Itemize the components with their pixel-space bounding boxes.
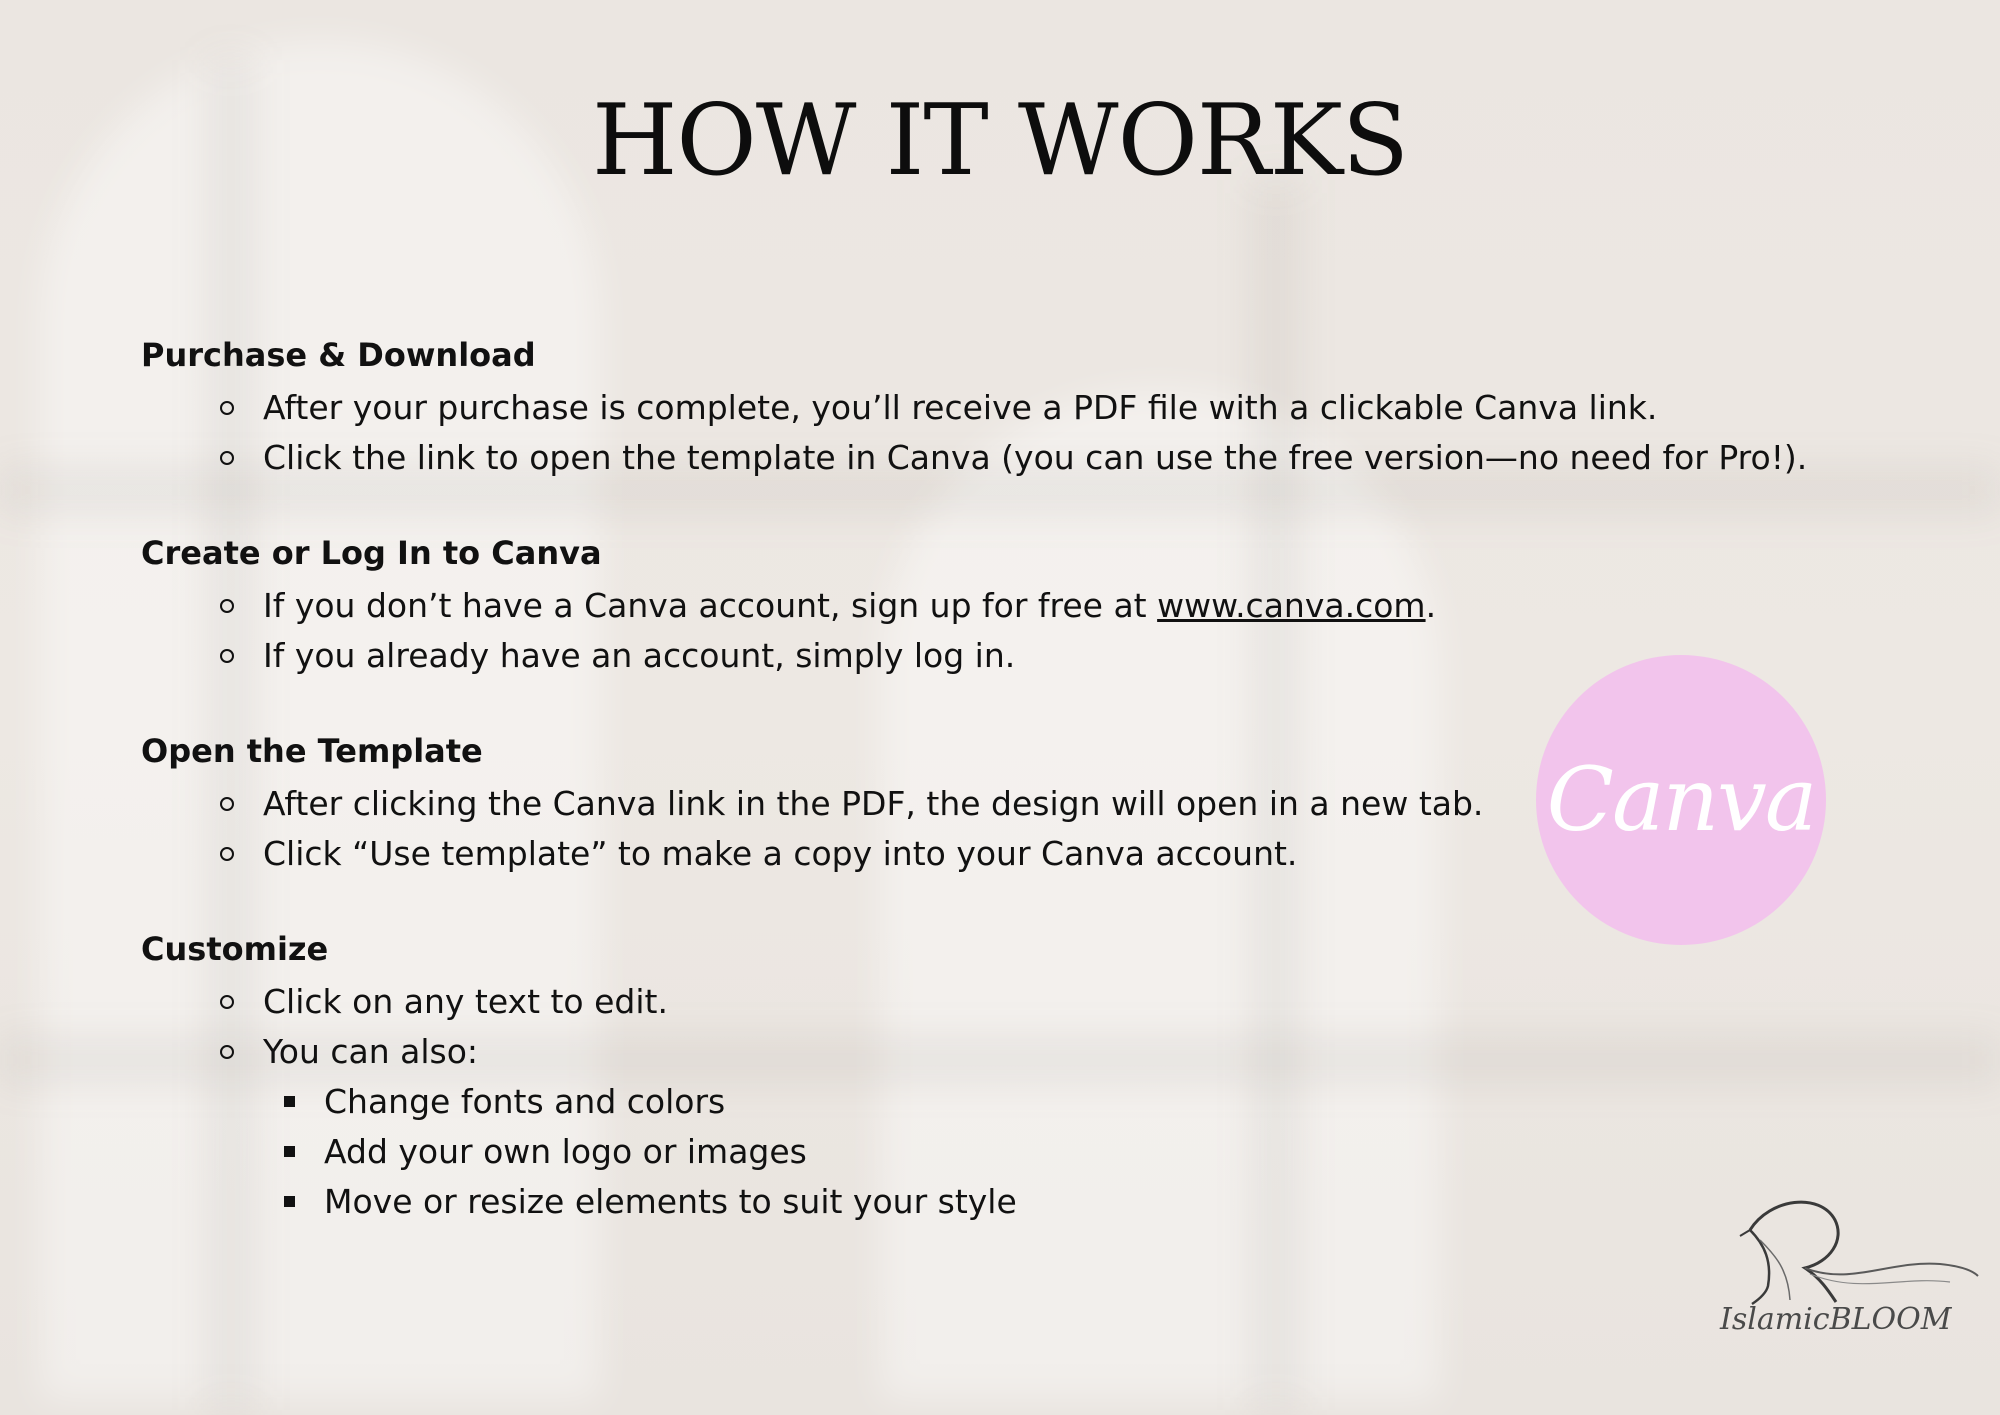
section-open-template — [141, 729, 1541, 879]
sub-list-item-text: Change fonts and colors — [324, 1082, 726, 1121]
canva-logo-text: Canva — [1546, 748, 1816, 851]
list-item — [263, 581, 1541, 631]
step-list — [141, 383, 1808, 483]
canva-website-link[interactable]: www.canva.com — [1157, 586, 1426, 625]
sub-list-item — [324, 1077, 1541, 1127]
list-item-text: Click the link to open the template in Canva (you can use the free version—no need for Pro!). — [263, 438, 1808, 477]
sub-list — [263, 1077, 1541, 1227]
list-item — [263, 977, 1541, 1027]
section-create-login — [141, 531, 1541, 681]
list-item-text: Click on any text to edit. — [263, 982, 668, 1021]
section-heading: Open the Template — [141, 732, 483, 770]
section-customize — [141, 927, 1541, 1227]
list-item — [263, 383, 1658, 433]
section-purchase-download — [141, 333, 1808, 483]
list-item-text: After clicking the Canva link in the PDF, the design will open in a new tab. — [263, 784, 1484, 823]
brand-logo-text: IslamicBLOOM — [1720, 1302, 1952, 1337]
list-item — [263, 433, 1808, 483]
steps-content — [141, 333, 1808, 1275]
circle-bullet-icon — [220, 995, 234, 1009]
square-bullet-icon — [284, 1146, 295, 1157]
sub-list-item — [324, 1127, 1541, 1177]
section-heading: Customize — [141, 930, 329, 968]
list-item — [263, 779, 1541, 829]
hijab-woman-silhouette-icon — [1710, 1190, 2000, 1310]
circle-bullet-icon — [220, 649, 234, 663]
circle-bullet-icon — [220, 847, 234, 861]
list-item-text: You can also: — [263, 1032, 479, 1071]
list-item-text: Click “Use template” to make a copy into your Canva account. — [263, 834, 1298, 873]
list-item — [263, 631, 1541, 681]
circle-bullet-icon — [220, 797, 234, 811]
section-heading: Purchase & Download — [141, 336, 536, 374]
section-heading: Create or Log In to Canva — [141, 534, 602, 572]
sub-list-item-text: Move or resize elements to suit your style — [324, 1182, 1017, 1221]
circle-bullet-icon — [220, 599, 234, 613]
canva-logo-badge — [1536, 655, 1826, 945]
step-list — [141, 581, 1541, 681]
sub-list-item — [324, 1177, 1541, 1227]
circle-bullet-icon — [220, 1045, 234, 1059]
list-item-text-before-link: If you don’t have a Canva account, sign up for free at — [263, 586, 1158, 625]
square-bullet-icon — [284, 1096, 295, 1107]
list-item — [263, 1027, 1541, 1227]
circle-bullet-icon — [220, 401, 234, 415]
brand-logo — [1710, 1190, 2000, 1360]
sub-list-item-text: Add your own logo or images — [324, 1132, 807, 1171]
list-item-text-after-link: . — [1425, 586, 1437, 625]
list-item-text: After your purchase is complete, you’ll receive a PDF file with a clickable Canva link. — [263, 388, 1658, 427]
step-list — [141, 977, 1541, 1227]
list-item-text: If you already have an account, simply log in. — [263, 636, 1016, 675]
step-list — [141, 779, 1541, 879]
page-title: HOW IT WORKS — [591, 84, 1409, 198]
square-bullet-icon — [284, 1196, 295, 1207]
circle-bullet-icon — [220, 451, 234, 465]
list-item — [263, 829, 1541, 879]
